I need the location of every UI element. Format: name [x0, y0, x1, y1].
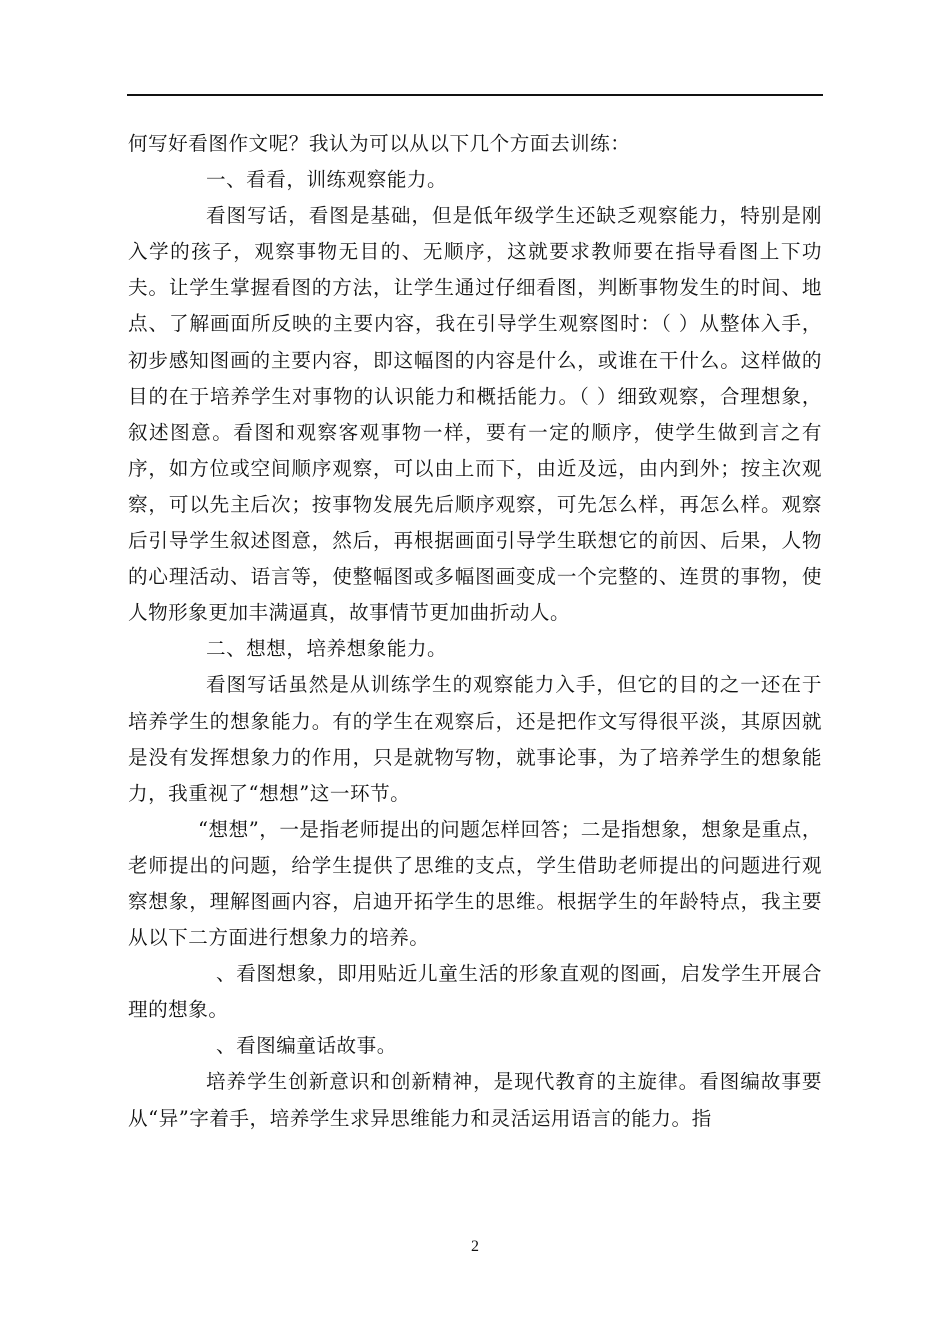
paragraph-think: “想想”，一是指老师提出的问题怎样回答；二是指想象，想象是重点，老师提出的问题，给学生提供了思维的支点，学生借助老师提出的问题进行观察想象，理解图画内容，启迪开拓学生的思维。根据学生的年龄特点，我主要从以下二方面进行想象力的培养。: [128, 817, 822, 950]
page-number: 2: [471, 1238, 479, 1255]
document-body: [128, 126, 822, 1137]
paragraph-innovation: 培养学生创新意识和创新精神，是现代教育的主旋律。看图编故事要从“异”字着手，培养学生求异思维能力和灵活运用语言的能力。指: [128, 1070, 822, 1130]
section-heading-observe: 一、看看，训练观察能力。: [206, 168, 448, 192]
paragraph-imagine: 看图写话虽然是从训练学生的观察能力入手，但它的目的之一还在于培养学生的想象能力。有的学生在观察后，还是把作文写得很平淡，其原因就是没有发挥想象力的作用，只是就物写物，就事论事，为了培养学生的想象能力，我重视了“想想”这一环节。: [128, 673, 822, 805]
section-heading-imagine: 二、想想，培养想象能力。: [206, 637, 448, 661]
list-item-fairy-tale: 、看图编童话故事。: [216, 1034, 397, 1058]
paragraph-observe: 看图写话，看图是基础，但是低年级学生还缺乏观察能力，特别是刚入学的孩子，观察事物无目的、无顺序，这就要求教师要在指导看图上下功夫。让学生掌握看图的方法，让学生通过仔细看图，判断事物发生的时间、地点、了解画面所反映的主要内容，我在引导学生观察图时：（ ）从整体入手，初步感知图画的主要内容，即这幅图的内容是什么，或谁在干什么。这样做的目的在于培养学生对事物的认识能力和概括能力。（ ）细致观察，合理想象，叙述图意。看图和观察客观事物一样，要有一定的顺序，使学生做到言之有序，如方位或空间顺序观察，可以由上而下，由近及远，由内到外；按主次观察，可以先主后次；按事物发展先后顺序观察，可先怎么样，再怎么样。观察后引导学生叙述图意，然后，再根据画面引导学生联想它的前因、后果，人物的心理活动、语言等，使整幅图或多幅图画变成一个完整的、连贯的事物，使人物形象更加丰满逼真，故事情节更加曲折动人。: [128, 204, 822, 625]
list-item-picture-imagination: 、看图想象，即用贴近儿童生活的形象直观的图画，启发学生开展合理的想象。: [128, 962, 822, 1022]
header-rule: [127, 94, 823, 96]
paragraph-intro: 何写好看图作文呢？我认为可以从以下几个方面去训练：: [128, 132, 631, 155]
